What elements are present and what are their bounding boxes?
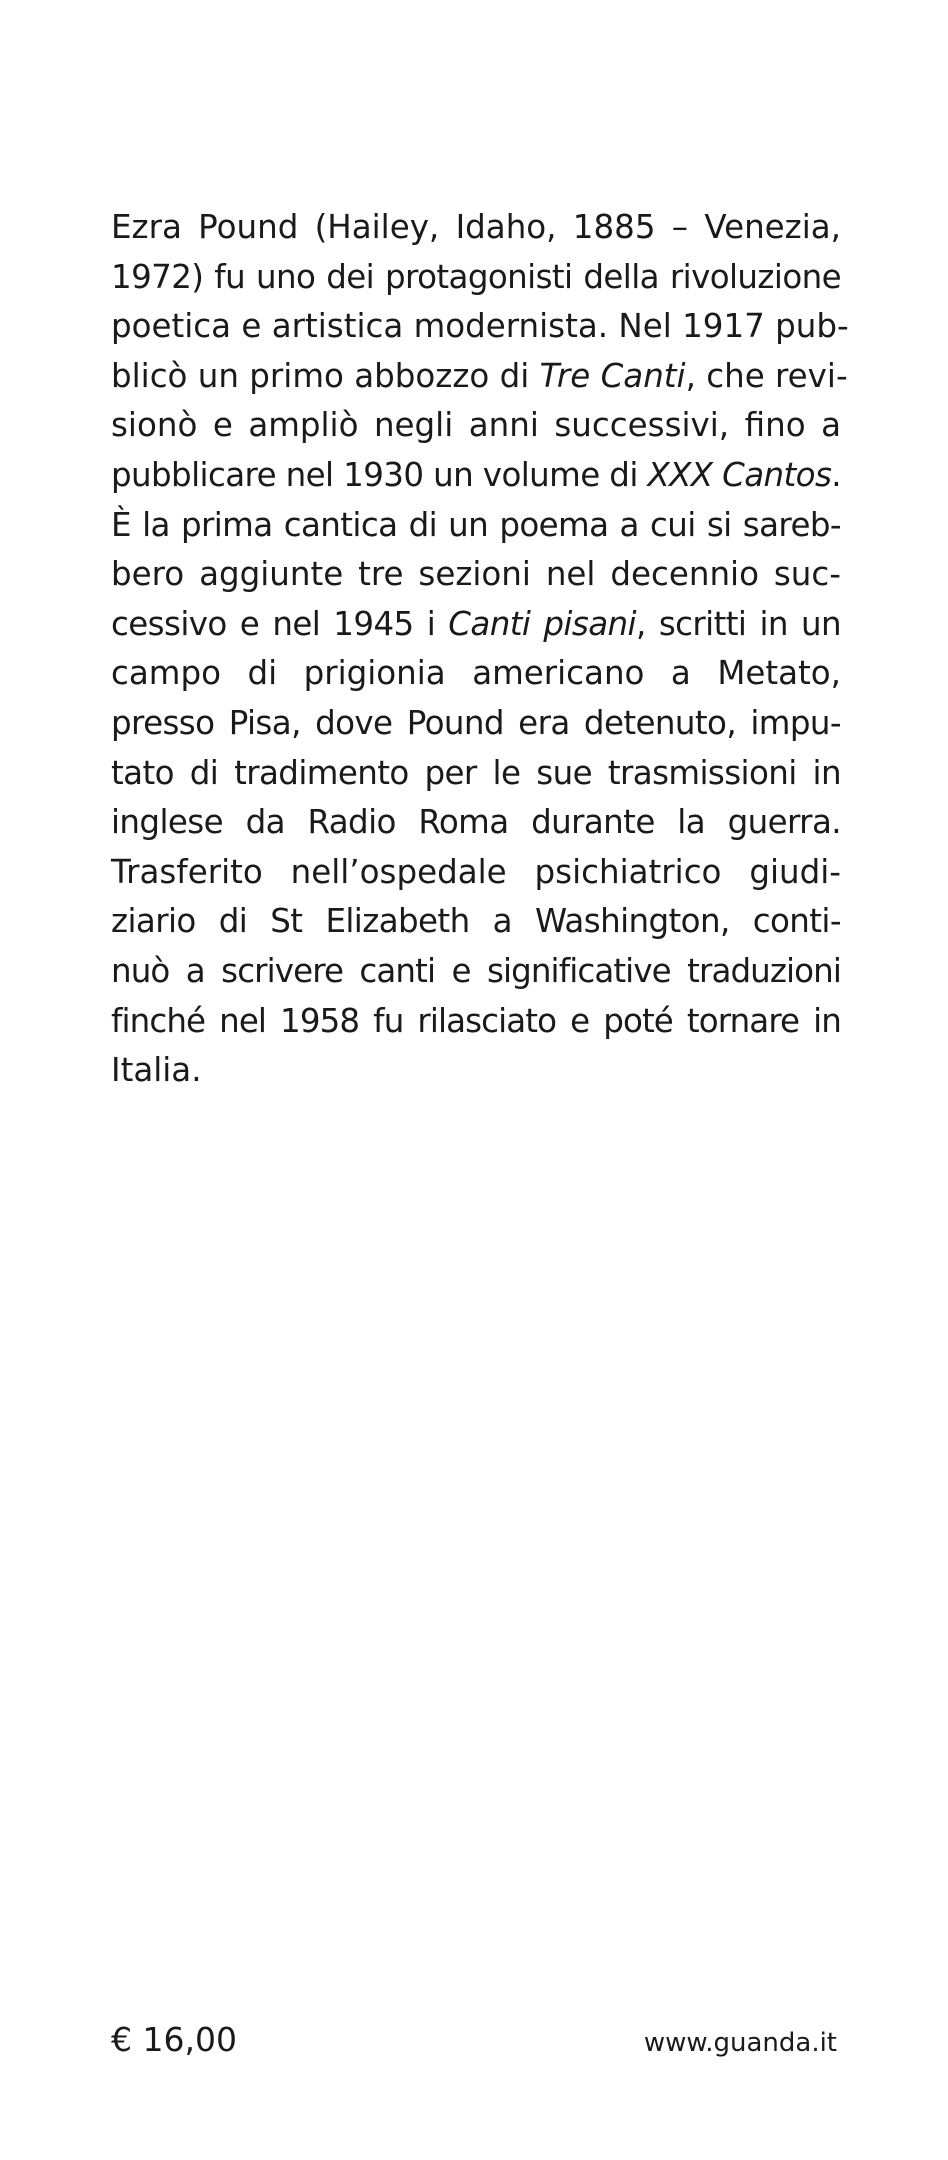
bio-line: poetica e artistica modernista. Nel 1917 pub- [111, 307, 849, 346]
price-label: € 16,00 [111, 2020, 237, 2059]
bio-line: inglese da Radio Roma durante la guerra. [111, 803, 841, 842]
bio-line: pubblicare nel 1930 un volume di XXX Cantos. [111, 455, 842, 494]
bio-line: bero aggiunte tre sezioni nel decennio suc- [111, 555, 841, 594]
bio-line: nuò a scrivere canti e significative traduzioni [111, 951, 841, 990]
book-title: Tre Canti [539, 356, 686, 395]
bio-line: finché nel 1958 fu rilasciato e poté tornare in [111, 1001, 841, 1040]
bio-line: Italia. [111, 1051, 202, 1090]
bio-line: È la prima cantica di un poema a cui si sareb- [111, 505, 841, 544]
bio-line: Trasferito nell’ospedale psichiatrico giudi- [111, 852, 841, 891]
bio-line: cessivo e nel 1945 i Canti pisani, scritti in un [111, 604, 842, 643]
bio-line: 1972) fu uno dei protagonisti della rivoluzione [111, 257, 841, 296]
book-title: Canti pisani [448, 604, 636, 643]
author-biography [111, 203, 849, 1096]
book-title: XXX Cantos [647, 455, 832, 494]
publisher-website: www.guanda.it [643, 2028, 837, 2058]
bio-line: tato di tradimento per le sue trasmissioni in [111, 753, 841, 792]
bio-line: Ezra Pound (Hailey, Idaho, 1885 – Venezia, [111, 208, 841, 246]
bio-line: ziario di St Elizabeth a Washington, conti- [111, 902, 841, 941]
bio-line: campo di prigionia americano a Metato, [111, 654, 841, 693]
bio-line: sionò e ampliò negli anni successivi, fino a [111, 406, 841, 445]
bio-line: blicò un primo abbozzo di Tre Canti, che revi- [111, 356, 848, 395]
bio-line: presso Pisa, dove Pound era detenuto, impu- [111, 703, 841, 742]
